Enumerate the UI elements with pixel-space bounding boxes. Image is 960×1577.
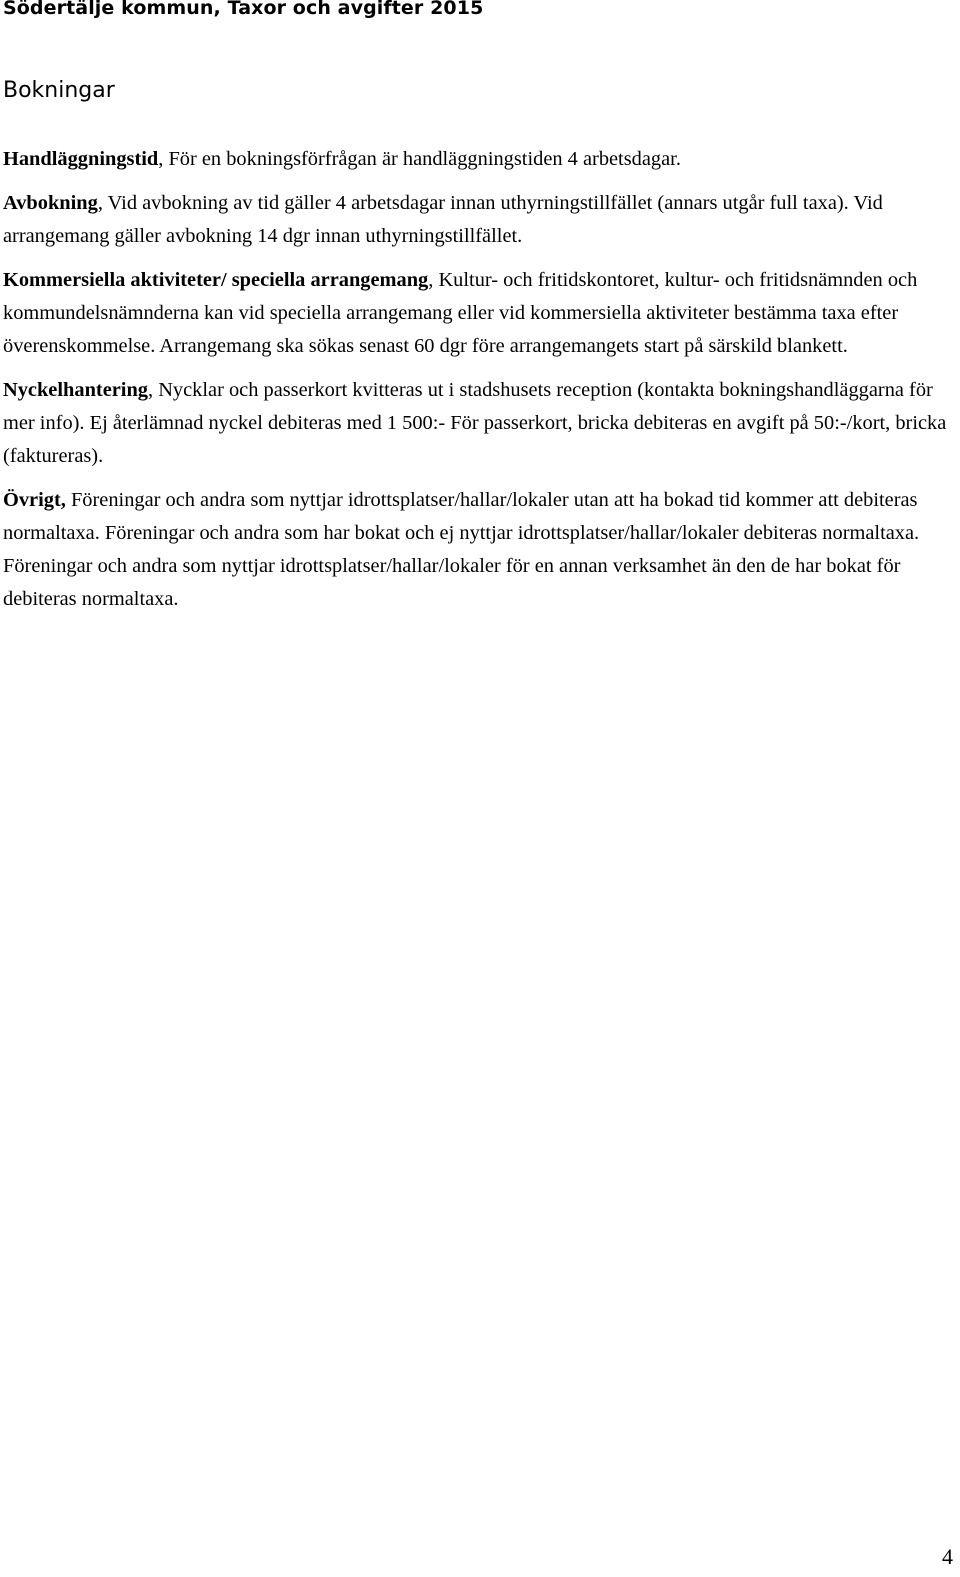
term-avbokning: Avbokning: [3, 192, 98, 214]
paragraph-ovrigt: [3, 484, 953, 616]
term-kommersiella: Kommersiella aktiviteter/ speciella arrangemang: [3, 269, 429, 291]
term-handlaggningstid: Handläggningstid: [3, 148, 159, 170]
text-nyckelhantering: , Nycklar och passerkort kvitteras ut i stadshusets reception (kontakta bokningshandläggarna för mer info). Ej återlämnad nyckel debiteras med 1 500:- För passerkort, bricka debiteras en avgift på 50:-/kort, bricka (faktureras).: [3, 379, 947, 467]
term-nyckelhantering: Nyckelhantering: [3, 379, 148, 401]
paragraph-kommersiella: [3, 264, 953, 363]
document-body: [3, 143, 953, 616]
paragraph-nyckelhantering: [3, 374, 953, 473]
term-ovrigt: Övrigt,: [3, 489, 66, 511]
paragraph-avbokning: [3, 187, 953, 253]
page-number: 4: [942, 1544, 953, 1569]
section-title: Bokningar: [3, 78, 115, 103]
text-handlaggningstid: , För en bokningsförfrågan är handläggningstiden 4 arbetsdagar.: [158, 148, 681, 170]
document-header: Södertälje kommun, Taxor och avgifter 2015: [3, 0, 484, 19]
text-kommersiella: , Kultur- och fritidskontoret, kultur- och fritidsnämnden och kommundelsnämnderna kan vid speciella arrangemang eller vid kommersiella aktiviteter bestämma taxa efter överenskommelse. Arrangemang ska sökas senast 60 dgr före arrangemangets start på särskild blankett.: [3, 269, 918, 357]
paragraph-handlaggningstid: [3, 143, 953, 176]
text-avbokning: , Vid avbokning av tid gäller 4 arbetsdagar innan uthyrningstillfället (annars utgår full taxa). Vid arrangemang gäller avbokning 14 dgr innan uthyrningstillfället.: [3, 192, 883, 247]
text-ovrigt: Föreningar och andra som nyttjar idrottsplatser/hallar/lokaler utan att ha bokad tid kommer att debiteras normaltaxa. Föreningar och andra som har bokat och ej nyttjar idrottsplatser/hallar/lokaler debiteras normaltaxa. Föreningar och andra som nyttjar idrottsplatser/hallar/lokaler för en annan verksamhet än den de har bokat för debiteras normaltaxa.: [3, 489, 920, 610]
